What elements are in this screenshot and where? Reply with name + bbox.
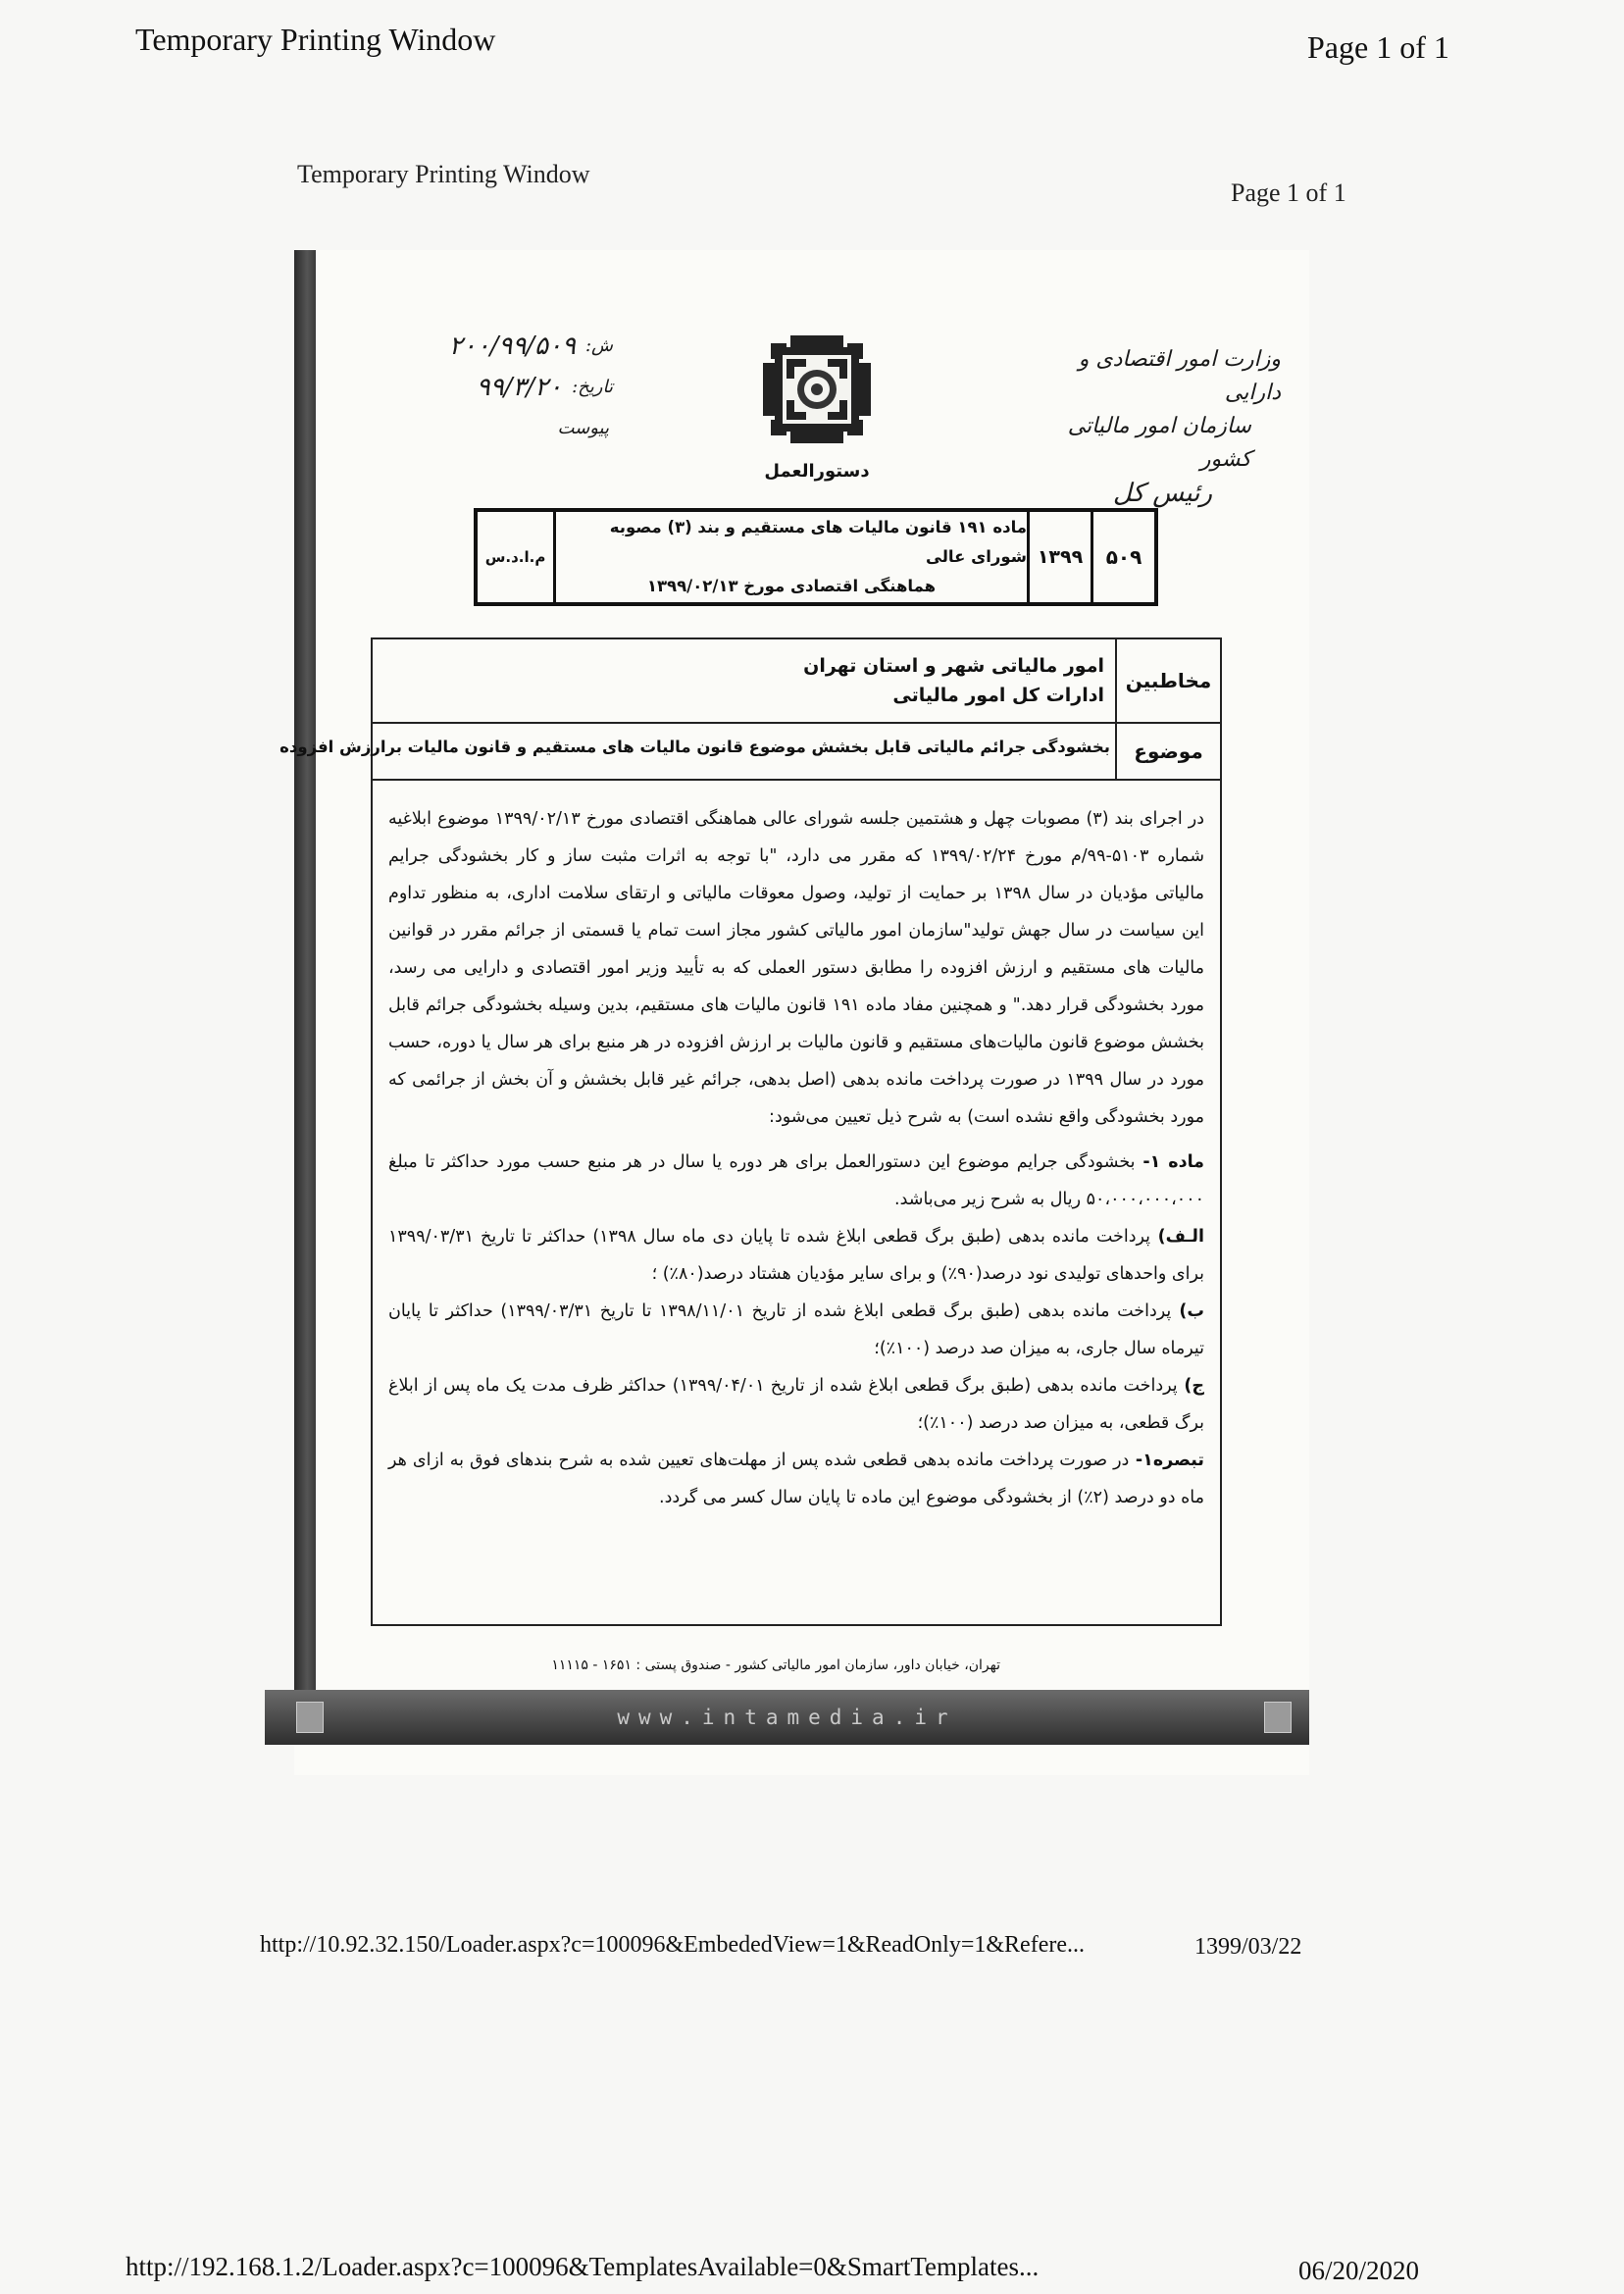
note-1 — [388, 1442, 1204, 1516]
subject-row — [279, 724, 1220, 781]
clause-a-heading: الـف) — [1150, 1227, 1204, 1247]
tax-administration-logo-icon — [757, 330, 877, 449]
instruction-year: ۱۳۹۹ — [1027, 512, 1091, 602]
subject-value: بخشودگی جرائم مالیاتی قابل بخشش موضوع قانون مالیات های مستقیم و قانون مالیات برارزش افزوده — [279, 738, 1110, 756]
inner-footer-date: 1399/03/22 — [1194, 1934, 1302, 1960]
org-ministry: وزارت امور اقتصادی و دارایی — [1078, 347, 1281, 405]
org-head: رئیس کل — [1112, 479, 1212, 508]
addressees-value — [803, 651, 1104, 710]
letter-date: ۹۹/۳/۲۰ — [476, 373, 563, 402]
addressees-line1: امور مالیاتی شهر و استان تهران — [803, 655, 1104, 677]
instruction-subject-line2: هماهنگی اقتصادی مورخ ۱۳۹۹/۰۲/۱۳ — [646, 577, 937, 595]
inner-page-indicator: Page 1 of 1 — [1231, 178, 1346, 207]
clause-a-text: پرداخت مانده بدهی (طبق برگ قطعی ابلاغ شده تا پایان دی ماه سال ۱۳۹۸) حداکثر تا تاریخ ۱۳۹۹/۰۳/۳۱ برای واحدهای تولیدی نود درصد(۹۰٪) و برای سایر مؤدیان هشتاد درصد(۸۰٪) ؛ — [388, 1227, 1204, 1284]
note-1-text: در صورت پرداخت مانده بدهی قطعی شده پس از مهلت‌های تعیین شده به شرح بندهای فوق به ازای هر ماه دو درصد (۲٪) از بخشودگی موضوع این ماده تا پایان سال کسر می گردد. — [388, 1451, 1204, 1507]
page-indicator: Page 1 of 1 — [1307, 29, 1449, 65]
note-1-heading: تبصره۱- — [1129, 1451, 1204, 1470]
clause-a — [388, 1218, 1204, 1293]
instruction-text — [388, 800, 1204, 1516]
clause-b-text: پرداخت مانده بدهی (طبق برگ قطعی ابلاغ شده از تاریخ ۱۳۹۸/۱۱/۰۱ تا تاریخ ۱۳۹۹/۰۳/۳۱) حداکثر تا پایان تیرماه سال جاری، به میزان صد درصد (۱۰۰٪)؛ — [388, 1301, 1204, 1358]
website-link[interactable]: www.intamedia.ir — [617, 1706, 957, 1729]
outer-footer-date: 06/20/2020 — [1298, 2256, 1420, 2285]
clause-b-heading: ب) — [1171, 1301, 1204, 1321]
footer-square-left — [296, 1702, 324, 1733]
addressees-line2: ادارات کل امور مالیاتی — [892, 685, 1104, 706]
instruction-subject-line1: ماده ۱۹۱ قانون مالیات های مستقیم و بند (۳) مصوبه شورای عالی — [609, 518, 1027, 566]
inner-footer-url: http://10.92.32.150/Loader.aspx?c=100096&EmbededView=1&ReadOnly=1&Refere... — [260, 1932, 1085, 1958]
footer-square-right — [1264, 1702, 1292, 1733]
print-window-title: Temporary Printing Window — [135, 22, 496, 57]
org-tax-administration: سازمان امور مالیاتی کشور — [1067, 414, 1251, 472]
clause-b — [388, 1293, 1204, 1367]
intro-paragraph: در اجرای بند (۳) مصوبات چهل و هشتمین جلسه شورای عالی هماهنگی اقتصادی مورخ ۱۳۹۹/۰۲/۱۳ موضوع ابلاغیه شماره ۵۱۰۳-۹۹/م مورخ ۱۳۹۹/۰۲/۲۴ که مقرر می دارد، "با توجه به اثرات مثبت ساز و کار بخشودگی جرایم مالیاتی مؤدیان در سال ۱۳۹۸ بر حمایت از تولید، وصول معوقات مالیاتی و ارتقای سلامت اداری، به منظور تداوم این سیاست در سال جهش تولید"سازمان امور مالیاتی کشور مجاز است تمام یا قسمتی از جرائم مقرر در قوانین مالیات های مستقیم و ارزش افزوده را مطابق دستور العملی که به تأیید وزیر امور اقتصادی و دارایی می رسد، مورد بخشودگی قرار دهد." و همچنین مفاد ماده ۱۹۱ قانون مالیات های مستقیم، بدین وسیله بخشودگی جرائم قابل بخشش موضوع قانون مالیات‌های مستقیم و قانون مالیات بر ارزش افزوده در هر منبع برای هر سال یا دوره، حسب مورد در سال ۱۳۹۹ در صورت پرداخت مانده بدهی (اصل بدهی، جرائم غیر قابل بخشش و آن بخش از جرائمی که مورد بخشودگی واقع نشده است) به شرح ذیل تعیین می‌شود: — [388, 809, 1204, 1127]
letter-reference-block — [348, 326, 613, 449]
clause-c-heading: ج) — [1177, 1376, 1205, 1396]
document-kind: دستورالعمل — [764, 461, 870, 482]
subject-label: موضوع — [1115, 724, 1220, 779]
number-label: ش: — [584, 335, 613, 356]
article-1 — [388, 1144, 1204, 1218]
instruction-code: م.ا.د.س — [484, 548, 546, 566]
instruction-body-table — [279, 637, 1222, 1626]
instruction-subject — [553, 512, 1027, 602]
instruction-title-box — [474, 508, 1158, 606]
article-1-heading: ماده ۱- — [1135, 1152, 1204, 1172]
letter-footer-bar — [265, 1690, 1309, 1745]
letterhead-organization — [1055, 343, 1281, 510]
scan-edge-bar — [294, 250, 316, 1741]
attachment-label: پیوست — [557, 418, 609, 438]
instruction-number: ۵۰۹ — [1091, 512, 1154, 602]
clause-c-text: پرداخت مانده بدهی (طبق برگ قطعی ابلاغ شده از تاریخ ۱۳۹۹/۰۴/۰۱) حداکثر ظرف مدت یک ماه پس از ابلاغ برگ قطعی، به میزان صد درصد (۱۰۰٪)؛ — [388, 1376, 1204, 1433]
addressees-label: مخاطبین — [1115, 639, 1220, 722]
outer-footer-url: http://192.168.1.2/Loader.aspx?c=100096&TemplatesAvailable=0&SmartTemplates... — [126, 2252, 1040, 2281]
article-1-text: بخشودگی جرایم موضوع این دستورالعمل برای هر دوره یا سال در هر منبع حسب مورد حداکثر تا مبلغ ۵۰،۰۰۰،۰۰۰،۰۰۰ ریال به شرح زیر می‌باشد. — [388, 1152, 1204, 1209]
clause-c — [388, 1367, 1204, 1442]
addressees-row — [373, 639, 1220, 724]
inner-print-window-title: Temporary Printing Window — [297, 160, 590, 188]
letter-number: ۲۰۰/۹۹/۵۰۹ — [448, 331, 576, 361]
date-label: تاریخ: — [572, 377, 613, 397]
letter-address: تهران، خیابان داور، سازمان امور مالیاتی کشور - صندوق پستی : ۱۶۵۱ - ۱۱۱۱۵ — [551, 1657, 1000, 1673]
